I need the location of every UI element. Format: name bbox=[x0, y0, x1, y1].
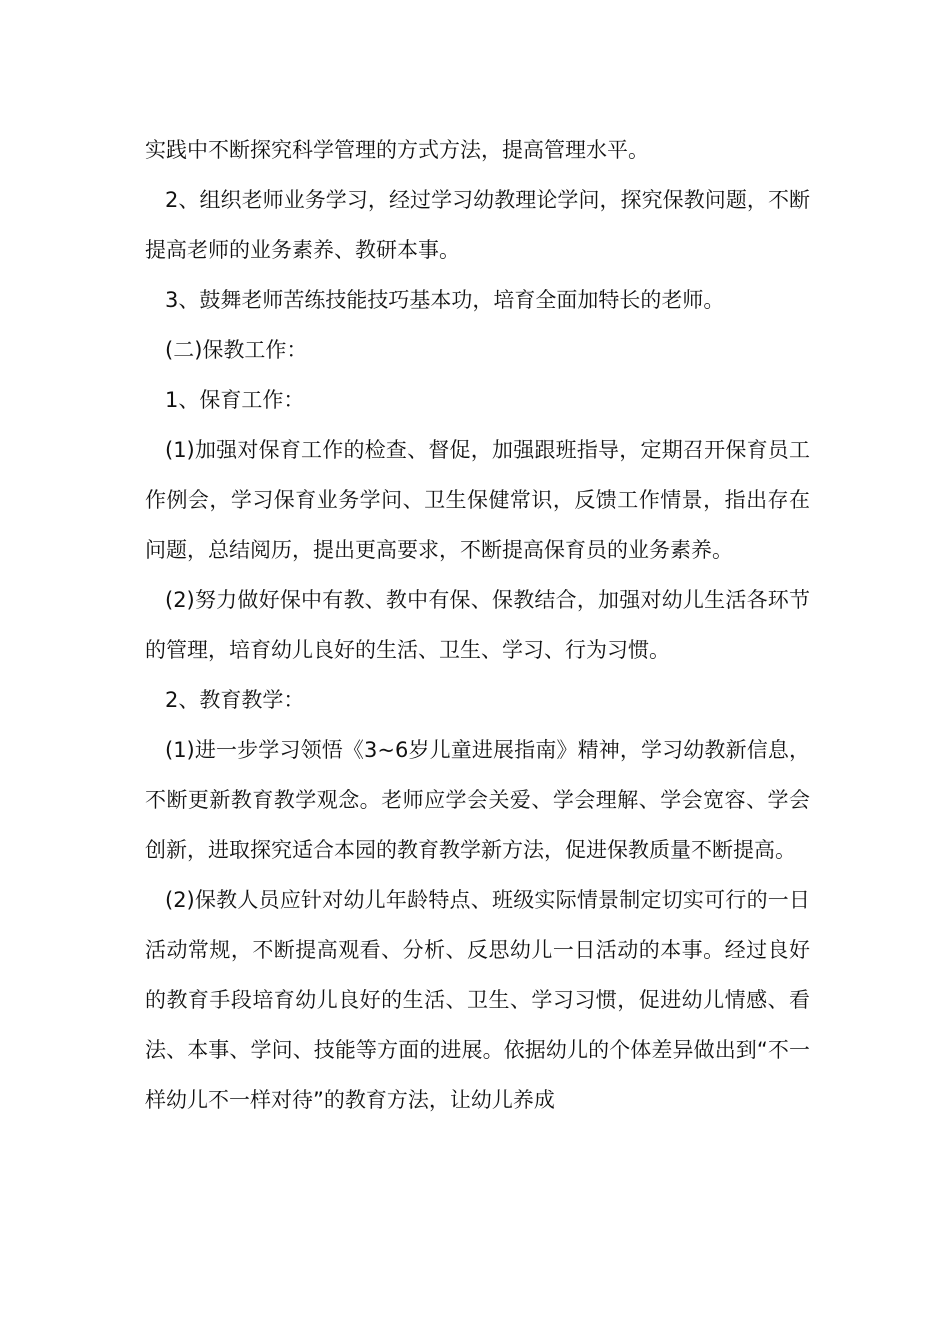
paragraph-0: 实践中不断探究科学管理的方式方法，提高管理水平。 bbox=[145, 138, 649, 162]
document-body bbox=[145, 125, 810, 1125]
subheading-baoyu: 1、保育工作： bbox=[165, 388, 305, 412]
paragraph-2: 3、鼓舞老师苦练技能技巧基本功，培育全面加特长的老师。 bbox=[165, 288, 725, 312]
subheading-jiaoyu: 2、教育教学： bbox=[165, 688, 305, 712]
paragraph-1: 2、组织老师业务学习，经过学习幼教理论学问，探究保教问题，不断提高老师的业务素养、教研本事。 bbox=[145, 188, 810, 262]
section-heading-baojiao: (二)保教工作： bbox=[165, 338, 308, 362]
paragraph-5: (1)加强对保育工作的检查、督促，加强跟班指导，定期召开保育员工作例会，学习保育业务学问、卫生保健常识，反馈工作情景，指出存在问题，总结阅历，提出更高要求，不断提高保育员的业务素养。 bbox=[145, 438, 810, 562]
paragraph-9: (2)保教人员应针对幼儿年龄特点、班级实际情景制定切实可行的一日活动常规，不断提高观看、分析、反思幼儿一日活动的本事。经过良好的教育手段培育幼儿良好的生活、卫生、学习习惯，促进幼儿情感、看法、本事、学问、技能等方面的进展。依据幼儿的个体差异做出到“不一样幼儿不一样对待”的教育方法，让幼儿养成 bbox=[145, 888, 810, 1112]
paragraph-8: (1)进一步学习领悟《3~6岁儿童进展指南》精神，学习幼教新信息，不断更新教育教学观念。老师应学会关爱、学会理解、学会宽容、学会创新，进取探究适合本园的教育教学新方法，促进保教质量不断提高。 bbox=[145, 738, 810, 862]
paragraph-6: (2)努力做好保中有教、教中有保、保教结合，加强对幼儿生活各环节的管理，培育幼儿良好的生活、卫生、学习、行为习惯。 bbox=[145, 588, 810, 662]
